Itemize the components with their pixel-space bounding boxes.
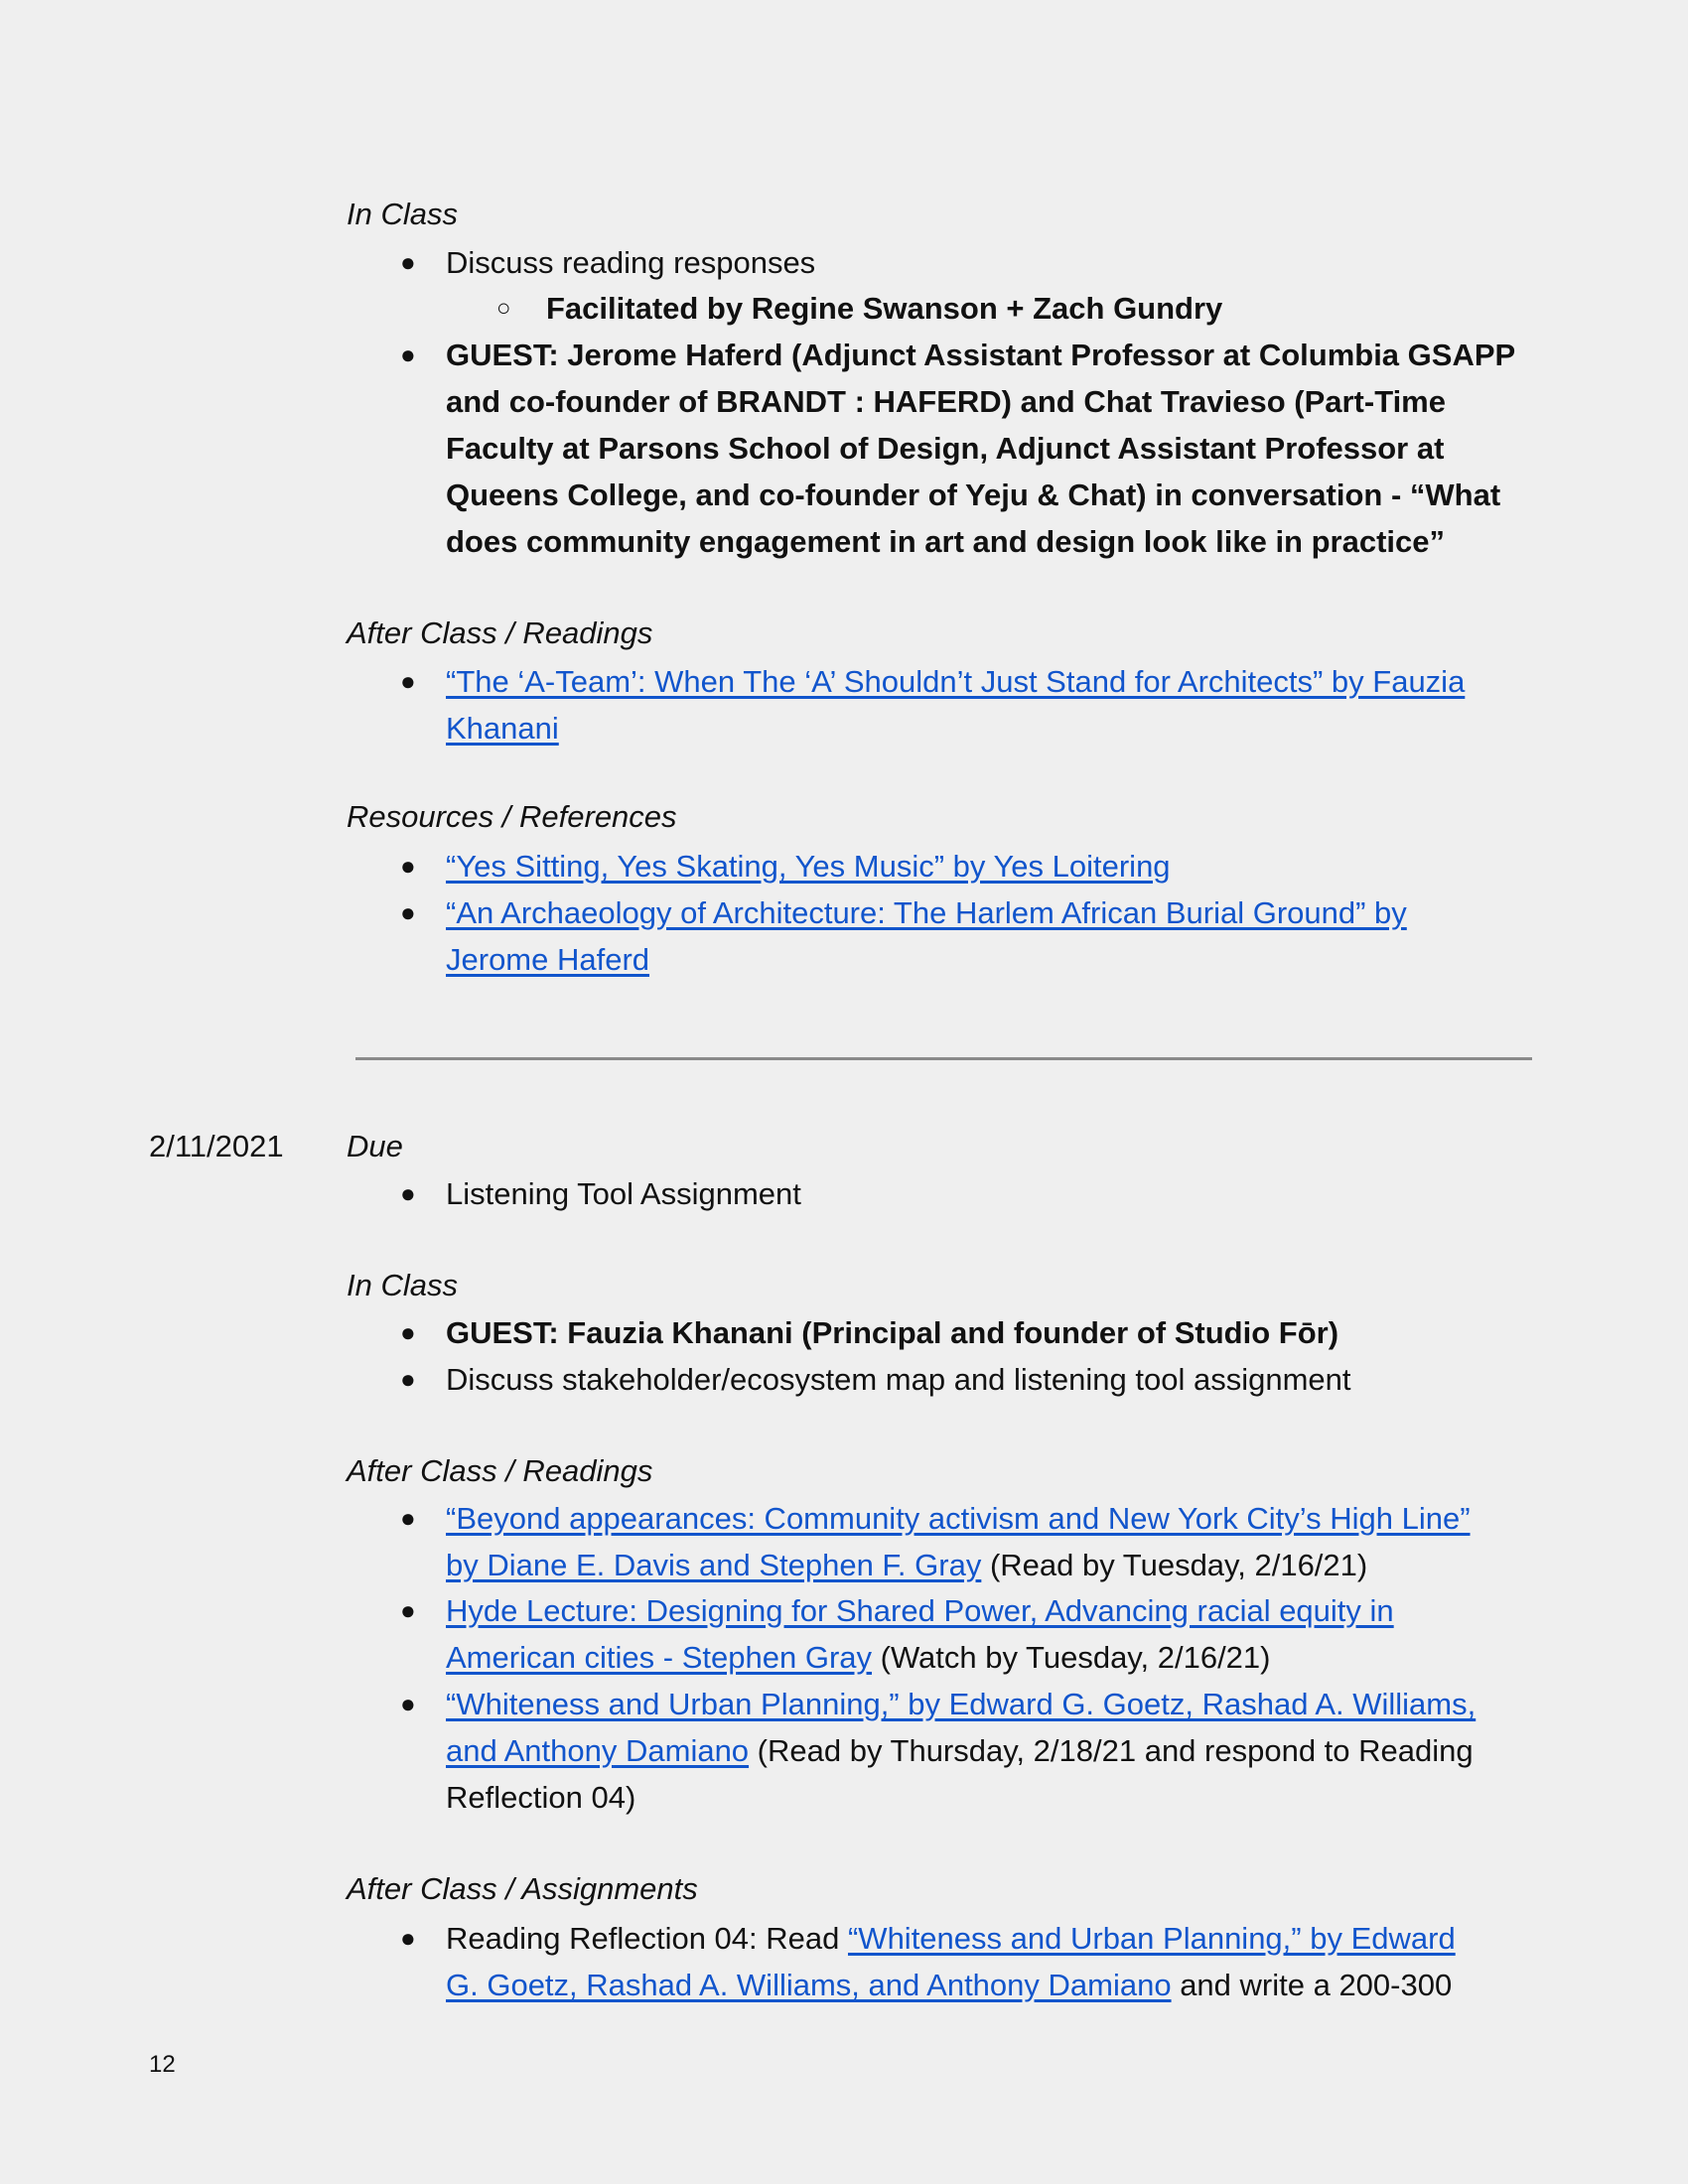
assignment-suffix: and write a 200-300 [1171, 1968, 1453, 2002]
bullet-icon: ● [400, 1364, 416, 1394]
link-line: G. Goetz, Rashad A. Williams, and Anthony Damiano [446, 1968, 1172, 2002]
reading-note: Reflection 04) [446, 1780, 636, 1815]
bullet-icon: ● [400, 666, 416, 696]
link-line: American cities - Stephen Gray [446, 1640, 873, 1675]
reading-link-a-team[interactable] [446, 664, 1465, 746]
link-line: Jerome Haferd [446, 942, 650, 977]
link-line: Hyde Lecture: Designing for Shared Power, Advancing racial equity in [446, 1593, 1394, 1628]
after-class-readings-heading: After Class / Readings [347, 615, 653, 650]
link-line: “An Archaeology of Architecture: The Harlem African Burial Ground” by [446, 895, 1407, 930]
link-line: by Diane E. Davis and Stephen F. Gray [446, 1548, 982, 1582]
bullet-icon: ● [400, 1178, 416, 1208]
due-item [400, 1170, 1538, 1217]
assignment-prefix: Reading Reflection 04: Read [446, 1921, 848, 1956]
in-class-heading: In Class [347, 1268, 458, 1302]
reading-item [400, 658, 1538, 751]
link-line: “The ‘A-Team’: When The ‘A’ Shouldn’t Just Stand for Architects” by Fauzia [446, 664, 1466, 699]
bullet-icon: ● [400, 897, 416, 927]
guest-line: and co-founder of BRANDT : HAFERD) and Chat Travieso (Part-Time [446, 384, 1446, 419]
list-item [400, 1356, 1538, 1403]
due-text: Listening Tool Assignment [446, 1176, 801, 1211]
reading-note: (Read by Tuesday, 2/16/21) [981, 1548, 1368, 1582]
guest-line: Faculty at Parsons School of Design, Adjunct Assistant Professor at [446, 431, 1445, 466]
bullet-icon: ● [400, 1595, 416, 1625]
bullet-icon: ● [400, 247, 416, 277]
guest-item [400, 1309, 1538, 1356]
guest-line: Queens College, and co-founder of Yeju & Chat) in conversation - “What [446, 478, 1501, 512]
resource-link-yes-loitering[interactable]: “Yes Sitting, Yes Skating, Yes Music” by Yes Loitering [446, 849, 1171, 884]
after-class-assignments-heading: After Class / Assignments [347, 1871, 698, 1906]
hollow-bullet-icon: ○ [496, 295, 511, 322]
link-line: and Anthony Damiano [446, 1733, 750, 1768]
due-heading: Due [347, 1129, 403, 1163]
bullet-icon: ● [400, 1689, 416, 1718]
bullet-icon: ● [400, 340, 416, 369]
guest-line: GUEST: Jerome Haferd (Adjunct Assistant Professor at Columbia GSAPP [446, 338, 1516, 372]
facilitated-text: Facilitated by Regine Swanson + Zach Gundry [546, 291, 1223, 326]
resource-item [400, 889, 1538, 983]
resource-link-harlem-burial-ground[interactable] [446, 895, 1407, 977]
reading-item [400, 1681, 1538, 1821]
link-line: “Whiteness and Urban Planning,” by Edward G. Goetz, Rashad A. Williams, [446, 1687, 1477, 1721]
guest-item [400, 332, 1538, 565]
reading-note: (Read by Thursday, 2/18/21 and respond to Reading [749, 1733, 1474, 1768]
resources-heading: Resources / References [347, 799, 677, 834]
link-line: “Whiteness and Urban Planning,” by Edward [847, 1921, 1456, 1956]
bullet-icon: ● [400, 1317, 416, 1347]
after-class-readings-heading: After Class / Readings [347, 1453, 653, 1488]
reading-item [400, 1587, 1538, 1681]
bullet-icon: ● [400, 1503, 416, 1533]
assignment-item [400, 1915, 1538, 2008]
guest-text: GUEST: Fauzia Khanani (Principal and founder of Studio Fōr) [446, 1315, 1339, 1350]
section-divider [355, 1057, 1532, 1060]
link-line: Khanani [446, 711, 559, 746]
page-number: 12 [149, 2051, 176, 2078]
list-item [400, 239, 1538, 286]
reading-note: (Watch by Tuesday, 2/16/21) [872, 1640, 1271, 1675]
resource-item [400, 843, 1538, 889]
in-class-heading: In Class [347, 197, 458, 231]
discuss-text: Discuss reading responses [446, 245, 816, 280]
bullet-icon: ● [400, 1923, 416, 1953]
link-line: “Beyond appearances: Community activism and New York City’s High Line” [446, 1501, 1471, 1536]
session-date: 2/11/2021 [149, 1129, 284, 1163]
reading-item [400, 1495, 1538, 1588]
bullet-icon: ● [400, 851, 416, 881]
discuss-text: Discuss stakeholder/ecosystem map and listening tool assignment [446, 1362, 1351, 1397]
guest-line: does community engagement in art and design look like in practice” [446, 524, 1446, 559]
list-subitem [496, 285, 1539, 332]
